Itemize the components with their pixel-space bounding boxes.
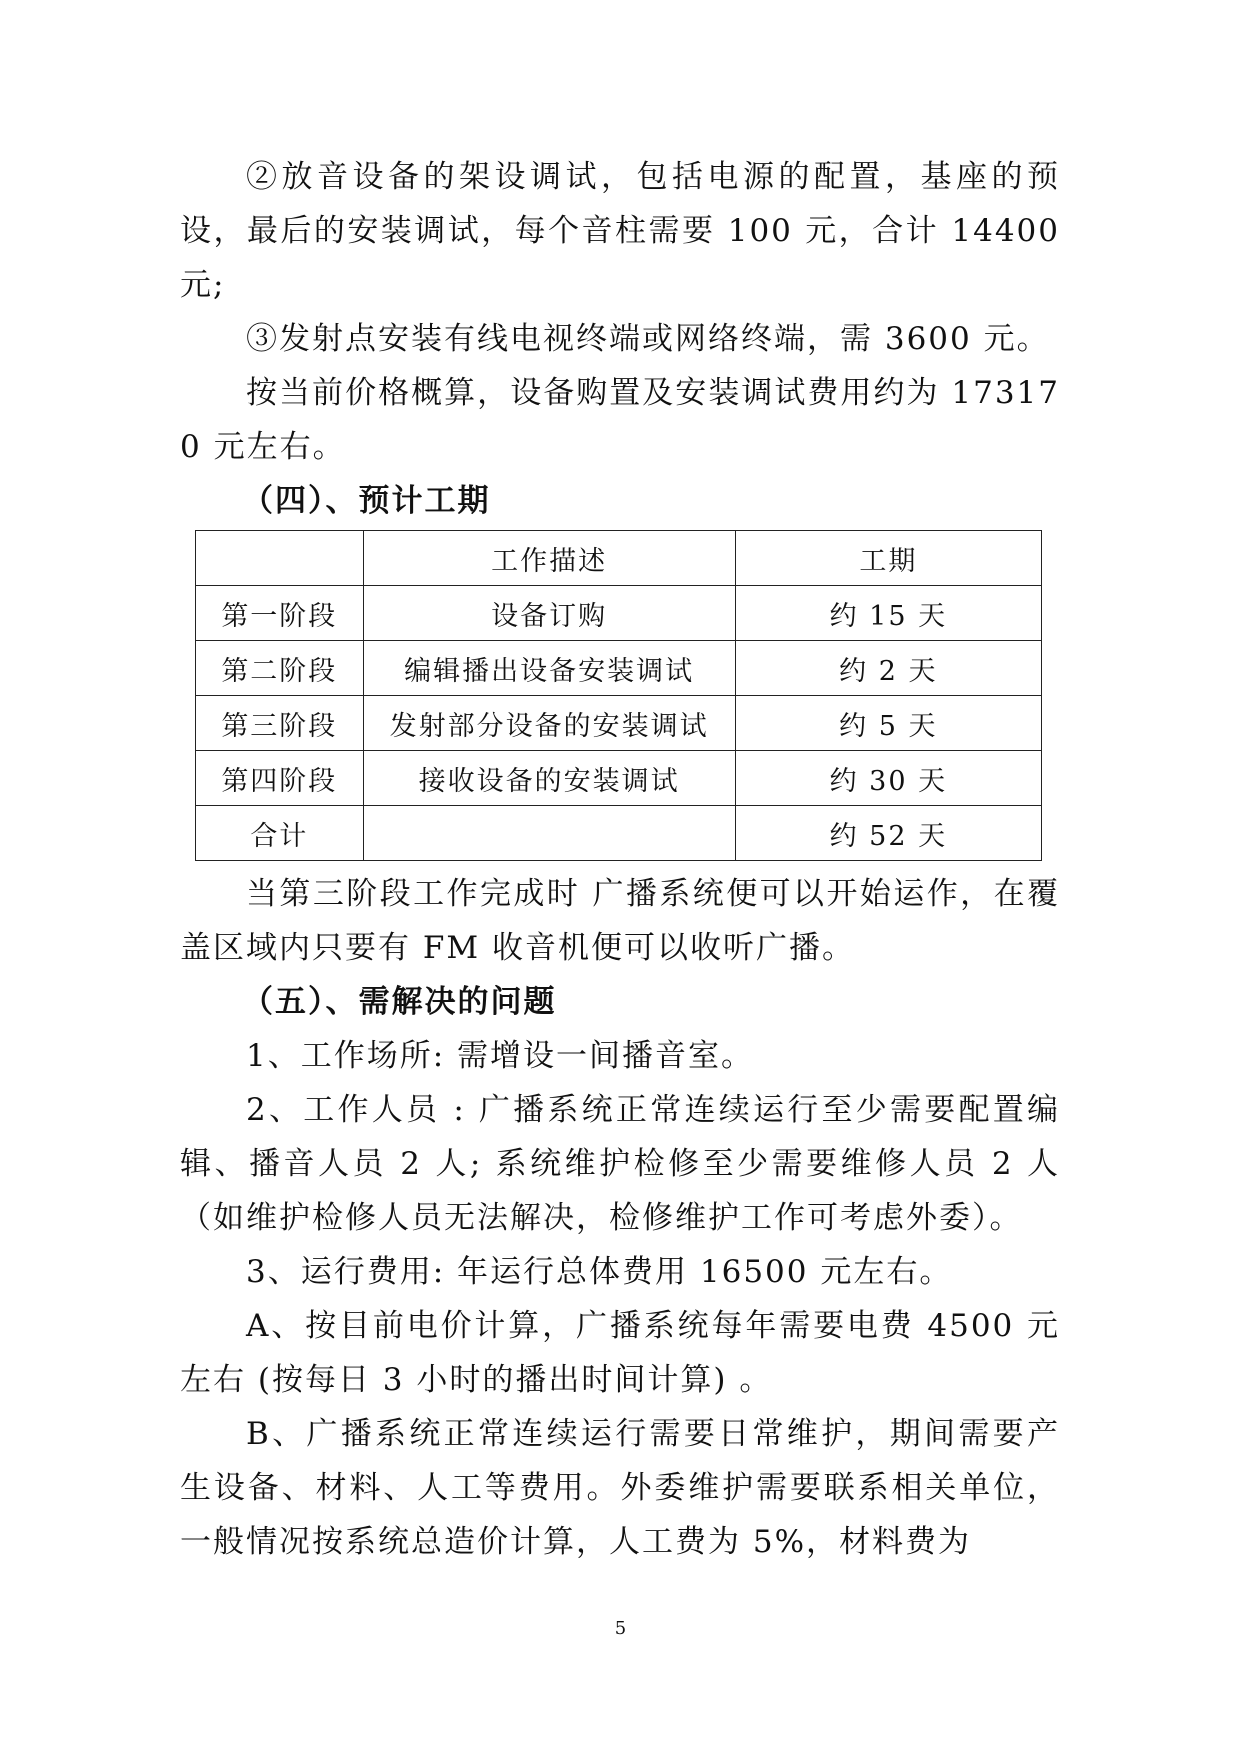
description-cell: 发射部分设备的安装调试 xyxy=(363,696,735,751)
paragraph-staffing: 2、工作人员 : 广播系统正常连续运行至少需要配置编辑、播音人员 2 人; 系统维护检修至少需要维修人员 2 人（如维护检修人员无法解决，检修维护工作可考虑外委）。 xyxy=(180,1092,1060,1236)
duration-cell: 约 30 天 xyxy=(735,751,1041,806)
table-row xyxy=(196,696,1042,751)
table-row xyxy=(196,751,1042,806)
paragraph-operation-note: 当第三阶段工作完成时 广播系统便可以开始运作，在覆盖区域内只要有 FM 收音机便可以收听广播。 xyxy=(180,876,1060,966)
total-duration-cell: 约 52 天 xyxy=(735,806,1041,861)
table-row xyxy=(196,586,1042,641)
paragraph-workplace: 1、工作场所: 需增设一间播音室。 xyxy=(246,1038,755,1074)
table-row xyxy=(196,641,1042,696)
description-cell xyxy=(363,806,735,861)
description-cell: 编辑播出设备安装调试 xyxy=(363,641,735,696)
paragraph-operating-cost: 3、运行费用: 年运行总体费用 16500 元左右。 xyxy=(246,1254,953,1290)
table-total-row xyxy=(196,806,1042,861)
paragraph-transmit-terminal: ③发射点安装有线电视终端或网络终端，需 3600 元。 xyxy=(246,321,1050,357)
section-4-heading: （四）、预计工期 xyxy=(242,483,491,519)
document-page xyxy=(180,150,1060,1569)
paragraph-electricity-cost: A、按目前电价计算，广播系统每年需要电费 4500 元左右 (按每日 3 小时的播出时间计算) 。 xyxy=(180,1308,1060,1398)
stage-cell: 第三阶段 xyxy=(196,696,364,751)
duration-cell: 约 2 天 xyxy=(735,641,1041,696)
schedule-table xyxy=(195,530,1042,861)
stage-cell: 第二阶段 xyxy=(196,641,364,696)
table-header-cell: 工作描述 xyxy=(363,531,735,586)
duration-cell: 约 15 天 xyxy=(735,586,1041,641)
table-header-cell: 工期 xyxy=(735,531,1041,586)
paragraph-maintenance-cost: B、广播系统正常连续运行需要日常维护，期间需要产生设备、材料、人工等费用。外委维护需要联系相关单位，一般情况按系统总造价计算，人工费为 5%，材料费为 xyxy=(180,1416,1060,1560)
section-5-heading: （五）、需解决的问题 xyxy=(242,984,557,1020)
paragraph-speaker-setup: ②放音设备的架设调试，包括电源的配置，基座的预设，最后的安装调试，每个音柱需要 100 元，合计 14400 元; xyxy=(180,159,1060,303)
page-number: 5 xyxy=(614,1618,627,1639)
paragraph-cost-estimate: 按当前价格概算，设备购置及安装调试费用约为 173170 元左右。 xyxy=(180,375,1060,465)
total-label-cell: 合计 xyxy=(196,806,364,861)
duration-cell: 约 5 天 xyxy=(735,696,1041,751)
description-cell: 设备订购 xyxy=(363,586,735,641)
description-cell: 接收设备的安装调试 xyxy=(363,751,735,806)
stage-cell: 第四阶段 xyxy=(196,751,364,806)
table-header-row xyxy=(196,531,1042,586)
stage-cell: 第一阶段 xyxy=(196,586,364,641)
table-header-cell xyxy=(196,531,364,586)
